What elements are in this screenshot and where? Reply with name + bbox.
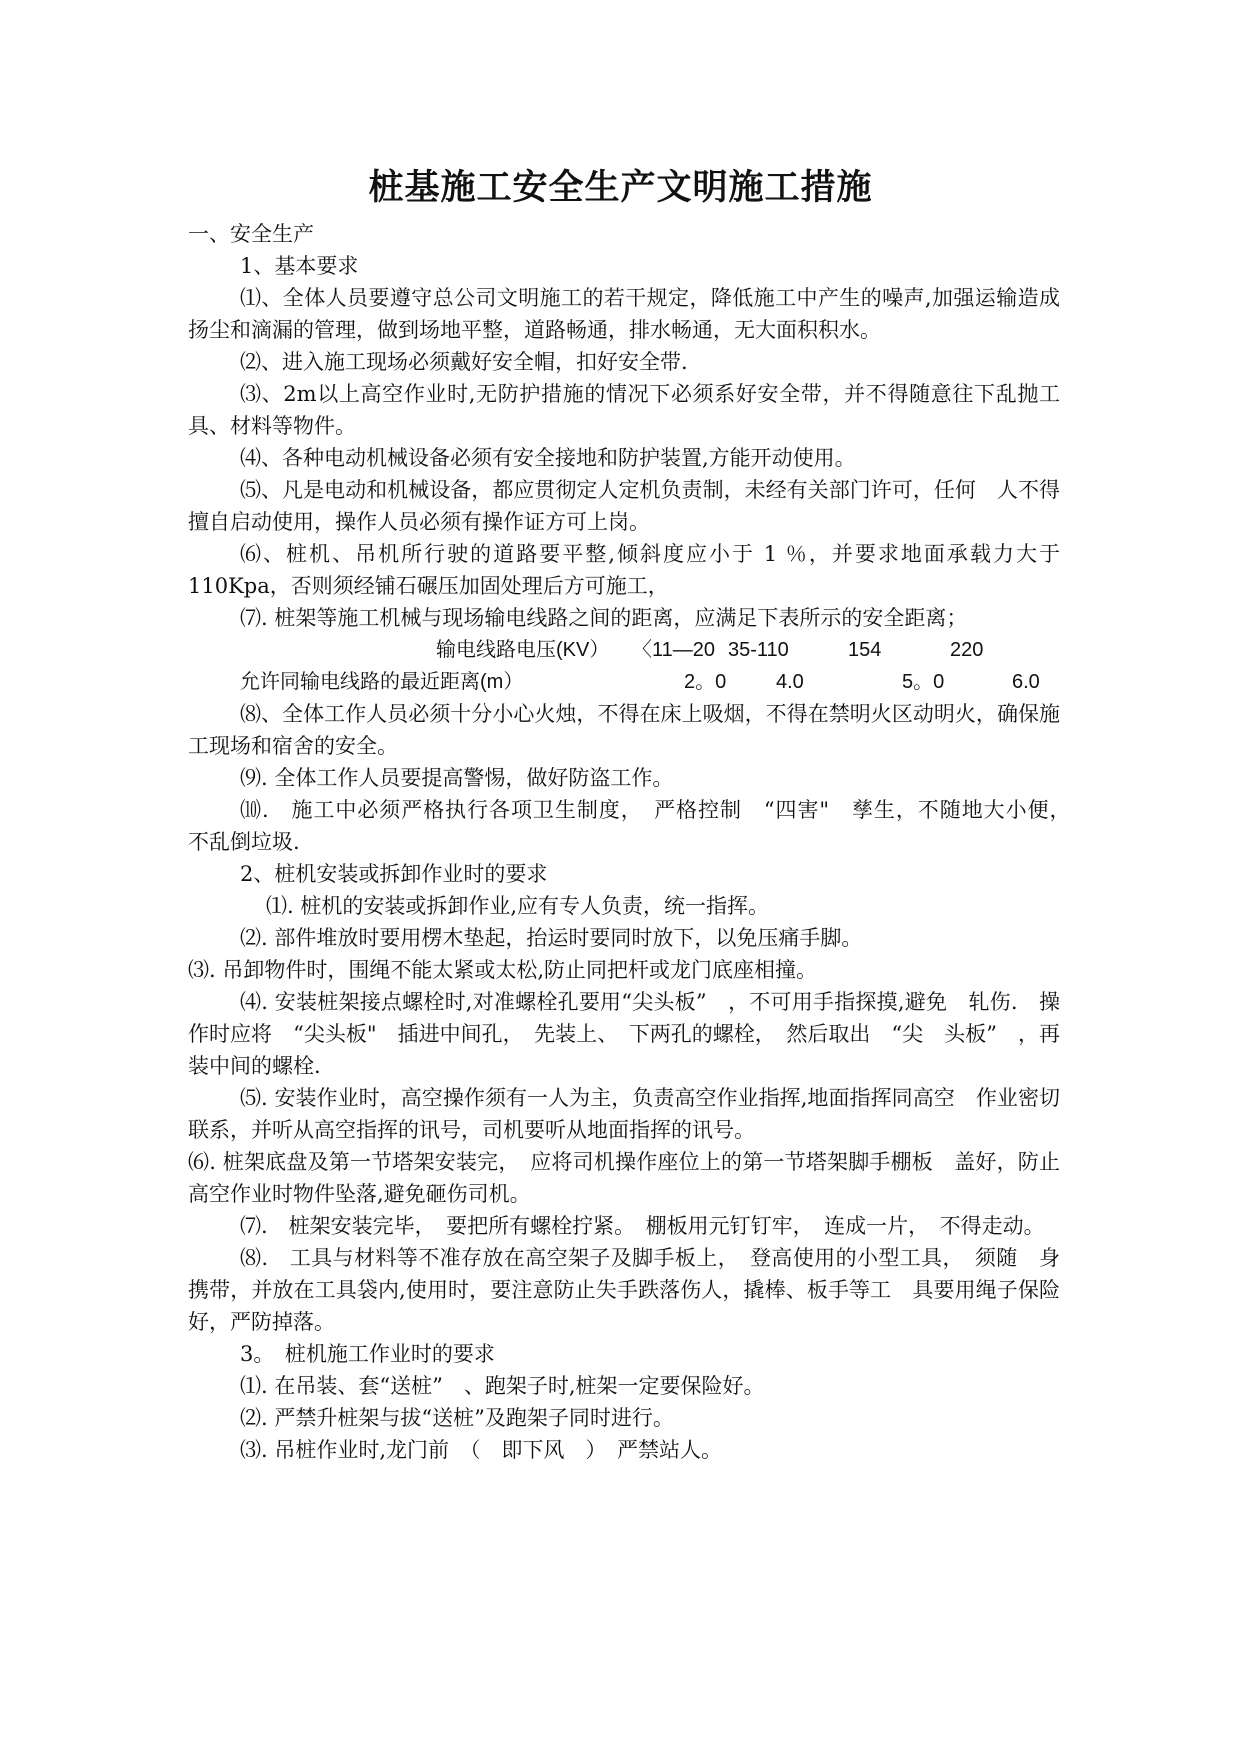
document-title: 桩基施工安全生产文明施工措施 xyxy=(368,167,873,208)
table-cell: 35-110 xyxy=(728,639,789,661)
paragraph: ⑻、全体工作人员必须十分小心火烛，不得在床上吸烟，不得在禁明火区动明火，确保施工现场和宿舍的安全。 xyxy=(188,702,1060,758)
paragraph: ⑺. 桩架等施工机械与现场输电线路之间的距离，应满足下表所示的安全距离； xyxy=(240,606,968,630)
paragraph: ⑵. 严禁升桩架与拔“送桩”及跑架子同时进行。 xyxy=(240,1406,674,1430)
paragraph: ⑴. 桩机的安装或拆卸作业,应有专人负责，统一指挥。 xyxy=(266,894,770,918)
paragraph: ⑼. 全体工作人员要提高警惕，做好防盗工作。 xyxy=(240,766,674,790)
paragraph: ⑻. 工具与材料等不准存放在高空架子及脚手板上， 登高使用的小型工具， 须随 身携带，并放在工具袋内,使用时，要注意防止失手跌落伤人，撬棒、板手等工 具要用绳子保险好，严防掉落。 xyxy=(188,1246,1060,1334)
document-body xyxy=(188,218,1081,1466)
distance-table-row xyxy=(188,666,1060,698)
table-cell: 154 xyxy=(848,639,882,661)
paragraph: ⑴、全体人员要遵守总公司文明施工的若干规定，降低施工中产生的噪声,加强运输造成扬尘和滴漏的管理，做到场地平整，道路畅通，排水畅通，无大面积积水。 xyxy=(188,286,1060,342)
paragraph: ⑶、2m以上高空作业时,无防护措施的情况下必须系好安全带，并不得随意往下乱抛工具、材料等物件。 xyxy=(188,382,1060,438)
paragraph: ⑶. 吊桩作业时,龙门前 （ 即下风 ） 严禁站人。 xyxy=(240,1438,723,1462)
subsection-heading: 1、基本要求 xyxy=(240,254,359,278)
section-heading: 一、安全生产 xyxy=(188,222,314,246)
paragraph: ⑸、凡是电动和机械设备，都应贯彻定人定机负责制，未经有关部门许可，任何 人不得擅自启动使用，操作人员必须有操作证方可上岗。 xyxy=(188,478,1060,534)
table-cell: 4.0 xyxy=(776,671,804,693)
paragraph: ⑵、进入施工现场必须戴好安全帽，扣好安全带. xyxy=(240,350,688,374)
table-label: 输电线路电压(KV） xyxy=(436,639,610,661)
paragraph: ⑷. 安装桩架接点螺栓时,对准螺栓孔要用“尖头板” ，不可用手指探摸,避免 轧伤. 操作时应将 “尖头板" 插进中间孔， 先装上、 下两孔的螺栓， 然后取出 “尖 头板” ，再装中间的螺栓. xyxy=(188,990,1060,1078)
distance-table-row xyxy=(188,634,1060,666)
paragraph: ⑹. 桩架底盘及第一节塔架安装完， 应将司机操作座位上的第一节塔架脚手棚板 盖好，防止高空作业时物件坠落,避免砸伤司机。 xyxy=(188,1150,1060,1206)
paragraph: ⑷、各种电动机械设备必须有安全接地和防护装置,方能开动使用。 xyxy=(240,446,856,470)
paragraph: ⑸. 安装作业时，高空操作须有一人为主，负责高空作业指挥,地面指挥同高空 作业密切联系，并听从高空指挥的讯号，司机要听从地面指挥的讯号。 xyxy=(188,1086,1060,1142)
table-label: 允许同输电线路的最近距离(m） xyxy=(240,671,524,693)
paragraph: ⑽. 施工中必须严格执行各项卫生制度， 严格控制 “四害" 孳生，不随地大小便， 不乱倒垃圾. xyxy=(188,798,1081,854)
paragraph: ⑴. 在吊装、套“送桩” 、跑架子时,桩架一定要保险好。 xyxy=(240,1374,765,1398)
subsection-heading: 3。 桩机施工作业时的要求 xyxy=(240,1342,495,1366)
table-cell: 220 xyxy=(950,639,984,661)
table-cell: 〈11—20 xyxy=(632,639,716,661)
subsection-heading: 2、桩机安装或拆卸作业时的要求 xyxy=(240,862,548,886)
table-cell: 2。0 xyxy=(684,671,727,693)
paragraph: ⑶. 吊卸物件时，围绳不能太紧或太松,防止同把杆或龙门底座相撞。 xyxy=(188,958,818,982)
paragraph: ⑵. 部件堆放时要用楞木垫起，抬运时要同时放下，以免压痛手脚。 xyxy=(240,926,863,950)
table-cell: 6.0 xyxy=(1012,671,1040,693)
table-cell: 5。0 xyxy=(902,671,945,693)
paragraph: ⑹、桩机、吊机所行驶的道路要平整,倾斜度应小于 1 ％，并要求地面承载力大于110Kpa，否则须经铺石碾压加固处理后方可施工， xyxy=(188,542,1060,598)
paragraph: ⑺. 桩架安装完毕， 要把所有螺栓拧紧。 棚板用元钉钉牢， 连成一片， 不得走动。 xyxy=(240,1214,1045,1238)
